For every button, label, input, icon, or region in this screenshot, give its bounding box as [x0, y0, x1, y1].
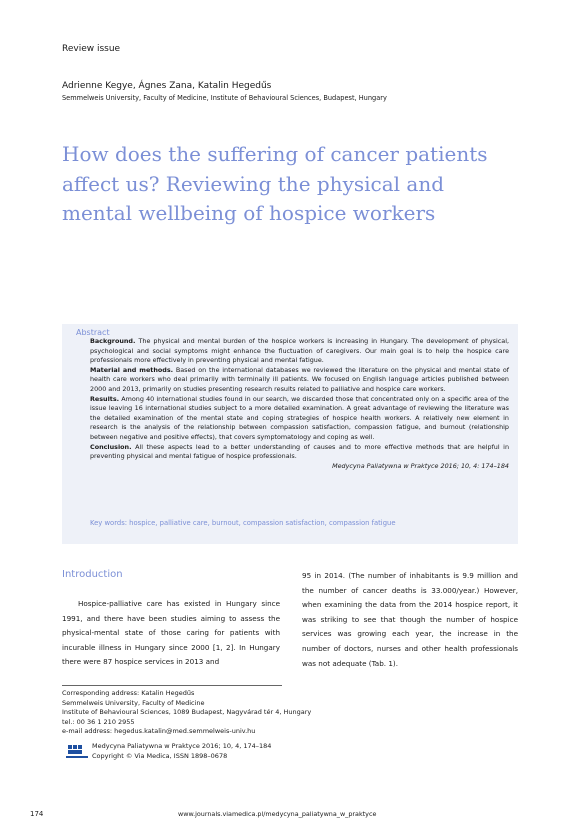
- corr-line-4: tel.: 00 36 1 210 2955: [62, 717, 135, 726]
- methods-text: Based on the international databases we reviewed the literature on the physical and mental state of health care workers who deal primarily with terminally ill patients. We focused on English language articles published between 2000 and 2013, primarily on studies presenting research results related to palliative and hospice care workers.: [90, 365, 509, 393]
- corr-line-1: Corresponding address: Katalin Hegedűs: [62, 689, 195, 697]
- intro-paragraph-1: Hospice-palliative care has existed in Hungary since 1991, and there have been studies aiming to assess the physical-mental state of those caring for patients with incurable illness in Hungary since 2000 [1, 2]. In Hungary there were 87 hospice services in 2013 and: [62, 599, 280, 667]
- corr-line-3: Institute of Behavioural Sciences, 1089 Budapest, Nagyvárad tér 4, Hungary: [62, 708, 312, 717]
- abstract-heading: Abstract: [76, 328, 110, 337]
- correspondence: [62, 689, 311, 737]
- abstract-body: [90, 337, 509, 471]
- journal-line-1: Medycyna Paliatywna w Praktyce 2016; 10, 4, 174–184: [92, 742, 272, 750]
- intro-heading: Introduction: [62, 569, 123, 580]
- background-label: Background.: [90, 337, 136, 345]
- intro-column-1: [62, 597, 280, 670]
- authors: Adrienne Kegye, Ágnes Zana, Katalin Hegedűs: [62, 81, 272, 91]
- intro-column-2: [302, 569, 518, 671]
- methods-label: Material and methods.: [90, 365, 174, 374]
- journal-line-2: Copyright © Via Medica, ISSN 1898–0678: [92, 751, 228, 760]
- section-label: Review issue: [62, 44, 121, 54]
- keywords: Key words: hospice, palliative care, burnout, compassion satisfaction, compassion fatigue: [90, 519, 396, 527]
- results-text: Among 40 international studies found in our search, we discarded those that concentrated only on a specific area of the issue leaving 16 international studies subject to a more detailed examination. A great advantage of reviewing the literature was the detailed examination of the mental state and coping strategies of hospice health workers. A relatively new element in research is the analysis of the relationship between compassion satisfaction, compassion fatigue, and burnout (relationship between negative and positive effects), that covers symptomatology and coping as well.: [90, 394, 509, 441]
- results-label: Results.: [90, 394, 120, 403]
- journal-info: [92, 742, 271, 761]
- abstract-box: [62, 324, 518, 544]
- conclusion-label: Conclusion.: [90, 442, 132, 451]
- article-title: How does the suffering of cancer patients affect us? Reviewing the physical and mental wellbeing of hospice workers: [62, 142, 488, 225]
- affiliation: Semmelweis University, Faculty of Medicine, Institute of Behavioural Sciences, Budapest, Hungary: [62, 94, 387, 102]
- via-medica-logo-icon: [66, 745, 88, 759]
- page-number: 174: [30, 810, 44, 818]
- conclusion-text: All these aspects lead to a better understanding of causes and to more effective methods that are helpful in preventing physical and mental fatigue of hospice professionals.: [90, 442, 509, 461]
- background-text: The physical and mental burden of the hospice workers is increasing in Hungary. The development of physical, psychological and social symptoms might enhance the fluctuation of caregivers. Our main goal is to help the hospice care professionals more effectively in preventing physical and mental fatigue.: [90, 337, 509, 365]
- corr-line-5: e-mail address: hegedus.katalin@med.semmelweis-univ.hu: [62, 727, 256, 736]
- journal-url[interactable]: www.journals.viamedica.pl/medycyna_paliatywna_w_praktyce: [178, 810, 377, 818]
- intro-paragraph-2: 95 in 2014. (The number of inhabitants is 9.9 million and the number of cancer deaths is 33.000/year.) However, when examining the data from the 2014 hospice report, it was striking to see that though the number of hospice services was growing each year, the increase in the number of doctors, nurses and other health professionals was not adequate (Tab. 1).: [302, 571, 518, 668]
- corr-line-2: Semmelweis University, Faculty of Medicine: [62, 698, 205, 707]
- footnote-divider: [62, 685, 282, 686]
- citation: Medycyna Paliatywna w Praktyce 2016; 10, 4: 174–184: [332, 461, 509, 470]
